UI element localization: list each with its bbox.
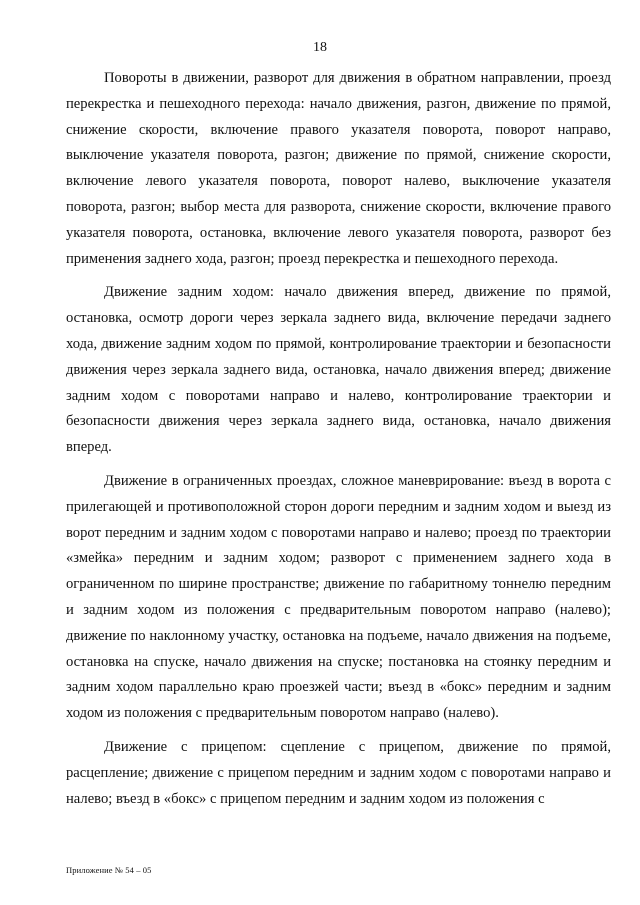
paragraph-turns: Повороты в движении, разворот для движения в обратном направлении, проезд перекрестка и пешеходного перехода: начало движения, разгон, движение по прямой, снижение скорости, включение правого указателя поворота, поворот направо, выключение указателя поворота, разгон; движение по прямой, снижение скорости, включение левого указателя поворота, поворот налево, выключение указателя поворота, разгон; выбор места для разворота, снижение скорости, включение правого указателя поворота, остановка, включение левого указателя поворота, разворот без применения заднего хода, разгон; проезд перекрестка и пешеходного перехода. [66,70,611,267]
body-text [66,66,611,820]
paragraph-reverse: Движение задним ходом: начало движения вперед, движение по прямой, остановка, осмотр дороги через зеркала заднего вида, включение передачи заднего хода, движение задним ходом по прямой, контролирование траектории и безопасности движения через зеркала заднего вида, остановка, начало движения вперед; движение задним ходом с поворотами направо и налево, контролирование траектории и безопасности движения через зеркала заднего вида, остановка, начало движения вперед. [66,284,611,456]
paragraph-limited-passages: Движение в ограниченных проездах, сложное маневрирование: въезд в ворота с прилегающей и противоположной сторон дороги передним и задним ходом и выезд из ворот передним и задним ходом с поворотами направо и налево; проезд по траектории «змейка» передним и задним ходом; разворот с применением заднего хода в ограниченном по ширине пространстве; движение по габаритному тоннелю передним и задним ходом из положения с предварительным поворотом направо (налево); движение по наклонному участку, остановка на подъеме, начало движения на подъеме, остановка на спуске, начало движения на спуске; постановка на стоянку передним и задним ходом параллельно краю проезжей части; въезд в «бокс» передним и задним ходом из положения с предварительным поворотом направо (налево). [66,472,611,722]
page-number: 18 [313,40,327,55]
paragraph-trailer: Движение с прицепом: сцепление с прицепом, движение по прямой, расцепление; движение с прицепом передним и задним ходом с поворотами направо и налево; въезд в «бокс» с прицепом передним и задним ходом из положения с [66,738,611,807]
footer-appendix-label: Приложение № 54 – 05 [66,865,152,875]
